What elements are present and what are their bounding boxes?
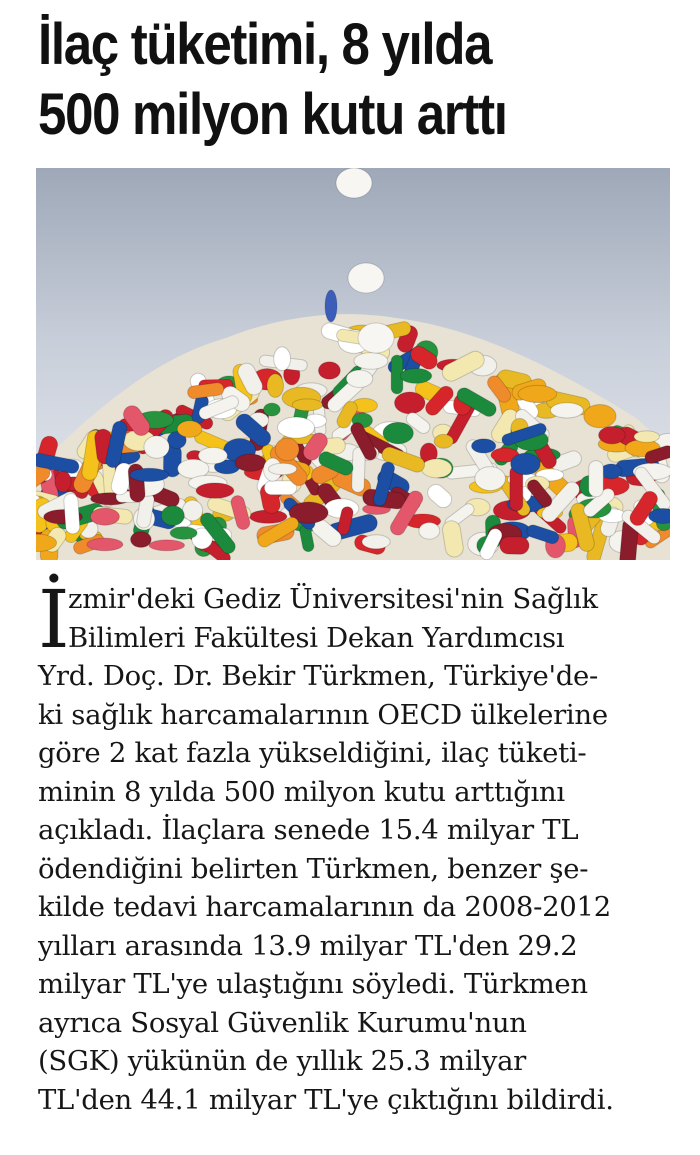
article-body <box>38 573 668 1119</box>
pill <box>292 399 322 411</box>
article-line: ki sağlık harcamalarının OECD ülkelerine <box>38 698 608 731</box>
falling-pill <box>348 263 384 293</box>
article-line: açıkladı. İlaçlara senede 15.4 milyar TL <box>38 814 579 846</box>
article-line: minin 8 yılda 500 milyon kutu arttığını <box>38 775 565 808</box>
pill <box>511 453 541 475</box>
pill <box>90 508 119 525</box>
pill <box>395 392 425 414</box>
article-line: milyar TL'ye ulaştığını söyledi. Türkmen <box>38 968 588 1000</box>
pill <box>589 461 604 497</box>
pill <box>177 421 202 438</box>
pill <box>318 362 340 379</box>
pills-illustration <box>36 168 670 560</box>
drop-cap: İ <box>38 573 70 666</box>
pill <box>354 353 388 370</box>
falling-pill <box>336 168 372 198</box>
pill <box>362 535 390 549</box>
pill <box>634 431 659 443</box>
pill <box>518 385 557 402</box>
article-line: TL'den 44.1 milyar TL'ye çıktığını bildirdi. <box>38 1083 614 1116</box>
pill <box>434 434 453 448</box>
pill <box>198 447 227 464</box>
pill <box>264 403 281 416</box>
pill <box>55 471 71 492</box>
pill <box>196 483 234 498</box>
article-line: ayrıca Sosyal Güvenlik Kurumu'nun <box>38 1006 527 1039</box>
article-line: Yrd. Doç. Dr. Bekir Türkmen, Türkiye'de- <box>38 660 598 692</box>
headline-line-2: 500 milyon kutu arttı <box>38 82 507 147</box>
pill <box>144 436 169 459</box>
pill <box>599 426 626 443</box>
pill <box>421 459 452 478</box>
pills-photo <box>36 168 670 560</box>
pill <box>274 347 291 371</box>
article-line: zmir'deki Gediz Üniversitesi'nin Sağlık <box>68 583 598 615</box>
pill <box>275 438 299 461</box>
article-text <box>38 573 668 1119</box>
article-line: kilde tedavi harcamalarının da 2008-2012 <box>38 891 611 923</box>
pill <box>277 417 314 438</box>
pill <box>87 538 123 551</box>
pill <box>130 468 169 481</box>
pill <box>383 422 413 443</box>
falling-pill <box>325 290 337 322</box>
headline-line-1: İlaç tüketimi, 8 yılda <box>38 12 492 77</box>
pill <box>182 500 202 521</box>
pill <box>170 527 197 540</box>
pill <box>149 540 184 551</box>
pill <box>267 374 284 398</box>
article-line: Bilimleri Fakültesi Dekan Yardımcısı <box>68 621 565 654</box>
pill <box>400 368 431 383</box>
pill <box>346 370 373 387</box>
article-line: yılları arasında 13.9 milyar TL'den 29.2 <box>38 929 578 962</box>
pill <box>235 454 266 471</box>
pill <box>131 532 152 548</box>
article-line: (SGK) yükünün de yıllık 25.3 milyar <box>38 1045 527 1077</box>
pill <box>584 404 616 427</box>
article-line: göre 2 kat fazla yükseldiğini, ilaç tüketi- <box>38 737 587 769</box>
pill <box>475 467 506 491</box>
pill <box>161 506 184 526</box>
falling-pill <box>358 323 394 353</box>
pill <box>550 403 583 418</box>
pill <box>419 522 440 539</box>
headline <box>38 10 601 150</box>
pill <box>268 463 296 475</box>
pill <box>500 536 530 554</box>
pill <box>472 439 496 453</box>
article-line: ödendiğini belirten Türkmen, benzer şe- <box>38 852 589 885</box>
pill <box>264 481 296 495</box>
pill <box>63 493 80 534</box>
